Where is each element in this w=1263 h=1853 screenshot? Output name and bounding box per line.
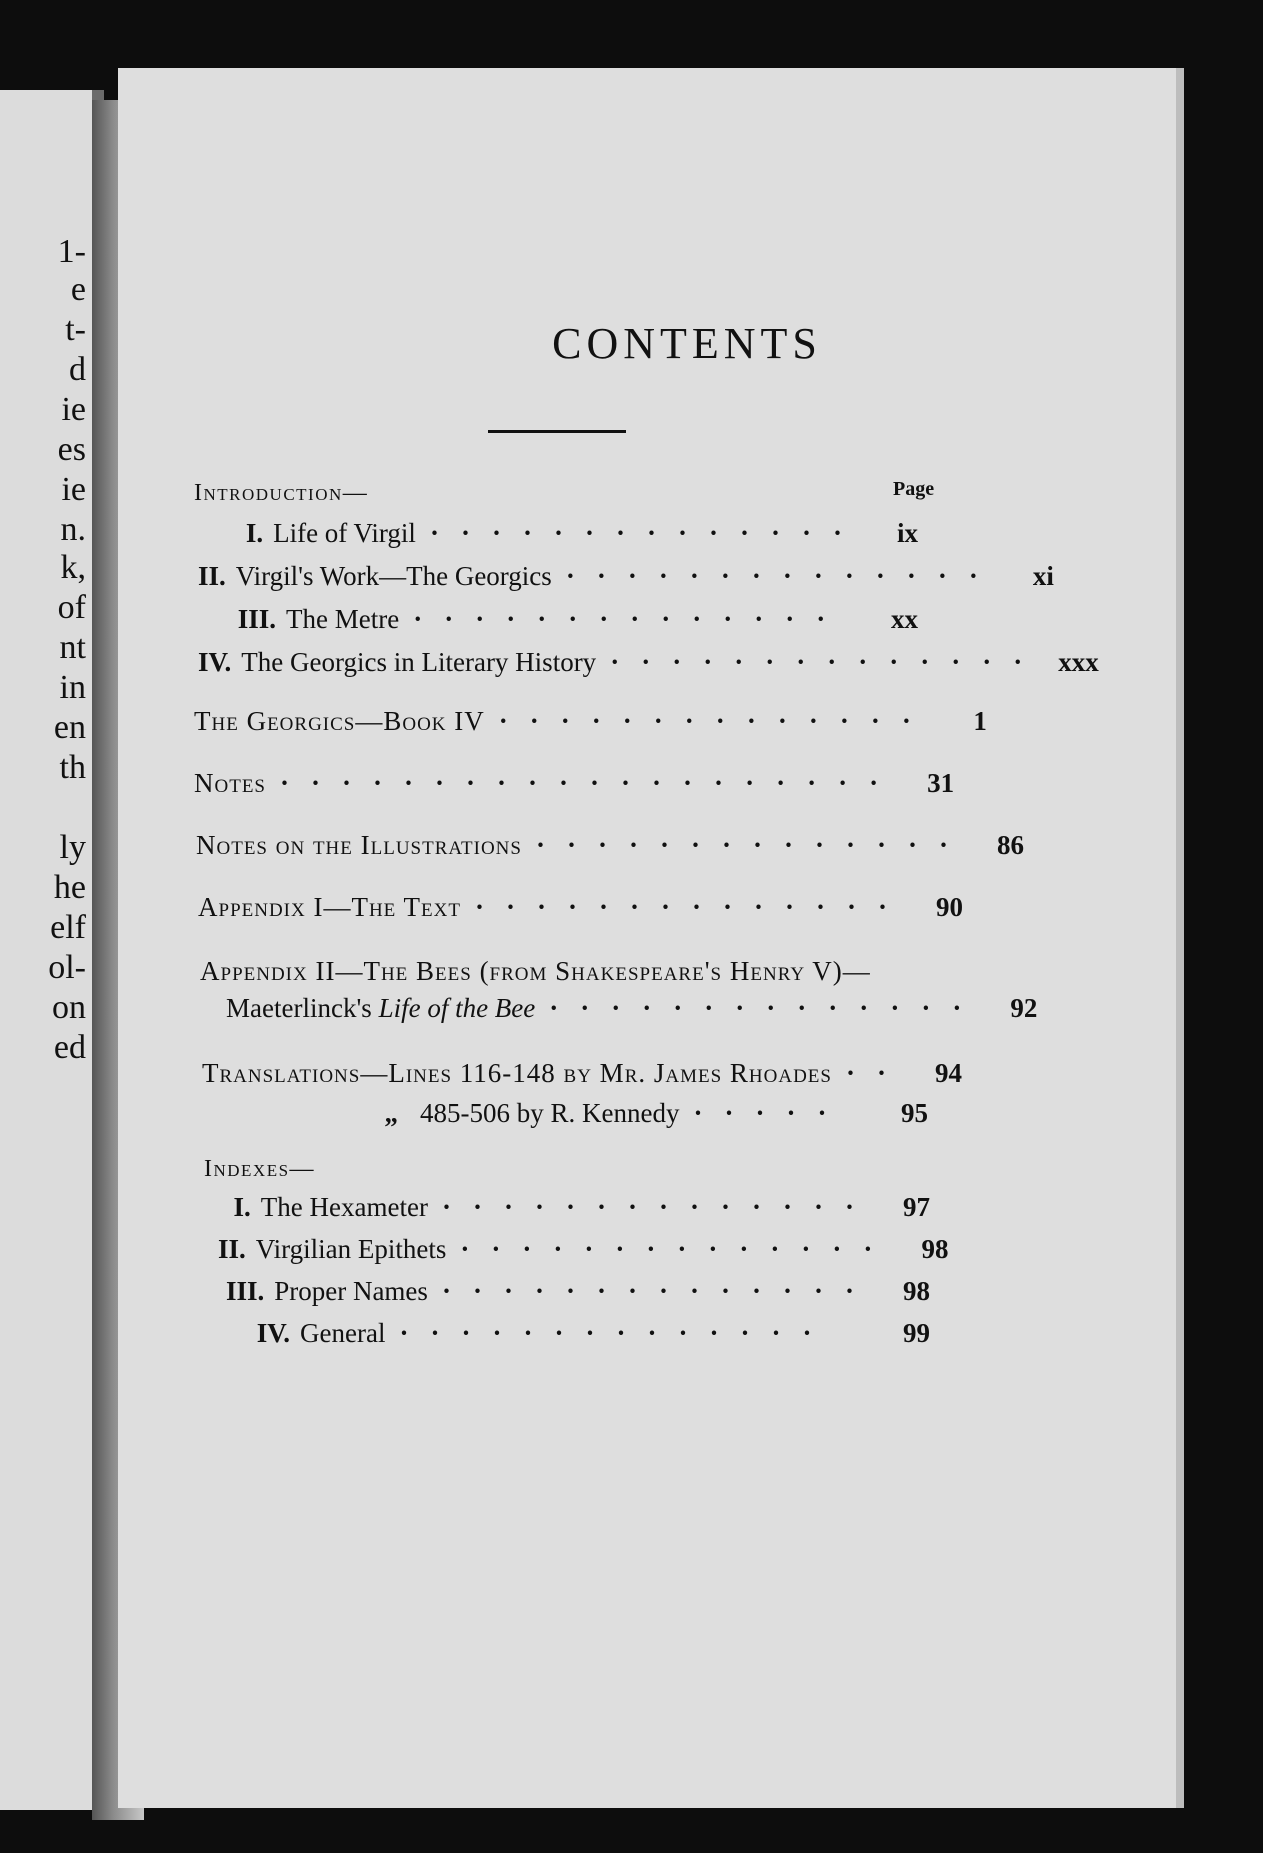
entry-page: 95 — [901, 1098, 928, 1128]
dot-leader: ···················· — [280, 768, 901, 798]
toc-entry — [198, 892, 964, 932]
facing-page-text: ie — [61, 471, 86, 508]
toc-entry — [196, 830, 1025, 870]
entry-label: Notes on the Illustrations — [196, 830, 522, 860]
facing-page-text: 1- — [57, 233, 86, 270]
toc-entry — [226, 993, 1038, 1033]
indexes-heading: Indexes— — [204, 1156, 316, 1182]
facing-page-text: ol- — [48, 949, 86, 986]
entry-label-italic: Life of the Bee — [378, 993, 536, 1023]
entry-label: The Metre — [286, 604, 400, 634]
entry-number: I. — [233, 1192, 251, 1222]
entry-label: Notes — [194, 768, 266, 798]
entry-label: Virgil's Work—The Georgics — [235, 561, 552, 591]
dot-leader: ····· — [693, 1098, 849, 1128]
dot-leader: ·············· — [441, 1276, 876, 1306]
dot-leader: ·············· — [460, 1234, 895, 1264]
page-title: CONTENTS — [552, 319, 822, 368]
facing-page-text: t- — [65, 311, 86, 348]
facing-page-text: es — [57, 431, 86, 468]
entry-label-prefix: Maeterlinck's — [226, 993, 379, 1023]
entry-label: The Georgics in Literary History — [241, 647, 597, 677]
facing-page-text: th — [59, 749, 86, 786]
toc-entry — [218, 1234, 949, 1274]
dot-leader: ·············· — [441, 1192, 876, 1222]
facing-page-text: on — [52, 989, 86, 1026]
dot-leader: ·············· — [498, 706, 933, 736]
entry-label: Translations—Lines 116-148 by Mr. James Rhoades — [202, 1058, 832, 1088]
toc-entry — [218, 1192, 930, 1232]
entry-page: ix — [896, 518, 918, 548]
dot-leader: ·············· — [610, 647, 1045, 677]
dot-leader: ·· — [845, 1058, 908, 1088]
entry-label: The Hexameter — [260, 1192, 428, 1222]
entry-page: xxx — [1058, 647, 1099, 677]
entry-label — [226, 993, 535, 1024]
entry-page: 97 — [903, 1192, 930, 1222]
entry-label: 485-506 by R. Kennedy — [420, 1098, 680, 1128]
toc-entry — [202, 1058, 962, 1098]
entry-page: 92 — [1010, 993, 1038, 1023]
entry-label: Proper Names — [274, 1276, 428, 1306]
entry-number: II. — [218, 1234, 246, 1264]
entry-label: Virgilian Epithets — [255, 1234, 447, 1264]
toc-entry — [218, 1276, 930, 1316]
dot-leader: ·············· — [413, 604, 848, 634]
facing-page-text: he — [53, 869, 86, 906]
dot-leader: ·············· — [429, 518, 864, 548]
entry-number: I. — [245, 518, 264, 548]
entry-page: 98 — [921, 1234, 949, 1264]
facing-page-text: in — [59, 669, 86, 706]
dot-leader: ·············· — [565, 561, 1000, 591]
facing-page-text: nt — [59, 629, 86, 666]
facing-page-text: d — [69, 351, 86, 388]
table-of-contents — [118, 68, 1176, 1808]
toc-entry — [198, 518, 918, 558]
contents-page — [118, 68, 1184, 1808]
entry-page: 94 — [935, 1058, 962, 1088]
entry-label: General — [300, 1318, 386, 1348]
toc-entry — [368, 1098, 928, 1138]
page-column-heading: Page — [893, 478, 935, 500]
appendix-two-line1: Appendix II—The Bees (from Shakespeare's Henry V)— — [200, 956, 871, 986]
facing-page-text: ed — [53, 1029, 86, 1066]
toc-entry — [198, 604, 918, 644]
entry-number: II. — [198, 561, 226, 591]
facing-page-fragment — [0, 90, 104, 1810]
dot-leader: ·············· — [549, 993, 984, 1023]
facing-page-text: k, — [60, 549, 86, 586]
entry-label: Appendix I—The Text — [198, 892, 461, 922]
toc-entry — [198, 561, 1054, 601]
facing-page-text: ie — [61, 391, 86, 428]
dot-leader: ·············· — [399, 1318, 834, 1348]
entry-page: 90 — [936, 892, 964, 922]
toc-entry — [198, 647, 1099, 687]
introduction-heading: Introduction— — [194, 480, 369, 506]
toc-entry — [194, 768, 955, 808]
facing-page-text: en — [53, 709, 86, 746]
entry-page: 1 — [973, 706, 987, 736]
entry-page: 98 — [903, 1276, 930, 1306]
entry-page: 31 — [927, 768, 955, 798]
entry-number: III. — [237, 604, 276, 634]
entry-page: 99 — [903, 1318, 930, 1348]
entry-page: 86 — [997, 830, 1025, 860]
toc-entry — [218, 1318, 930, 1358]
entry-number: III. — [225, 1276, 265, 1306]
entry-page: xx — [891, 604, 918, 634]
entry-label: The Georgics—Book IV — [194, 706, 485, 736]
entry-page: xi — [1032, 561, 1054, 591]
entry-number: IV. — [256, 1318, 290, 1348]
facing-page-text: n. — [60, 511, 86, 548]
facing-page-text: ly — [59, 829, 86, 866]
dot-leader: ·············· — [535, 830, 971, 860]
entry-number: IV. — [198, 647, 232, 677]
toc-entry — [194, 706, 987, 746]
ditto-mark: „ — [384, 1098, 398, 1128]
entry-label: Life of Virgil — [273, 518, 416, 548]
dot-leader: ·············· — [474, 892, 910, 922]
facing-page-text: e — [70, 271, 86, 308]
facing-page-text: elf — [50, 909, 86, 946]
facing-page-text: of — [57, 589, 86, 626]
